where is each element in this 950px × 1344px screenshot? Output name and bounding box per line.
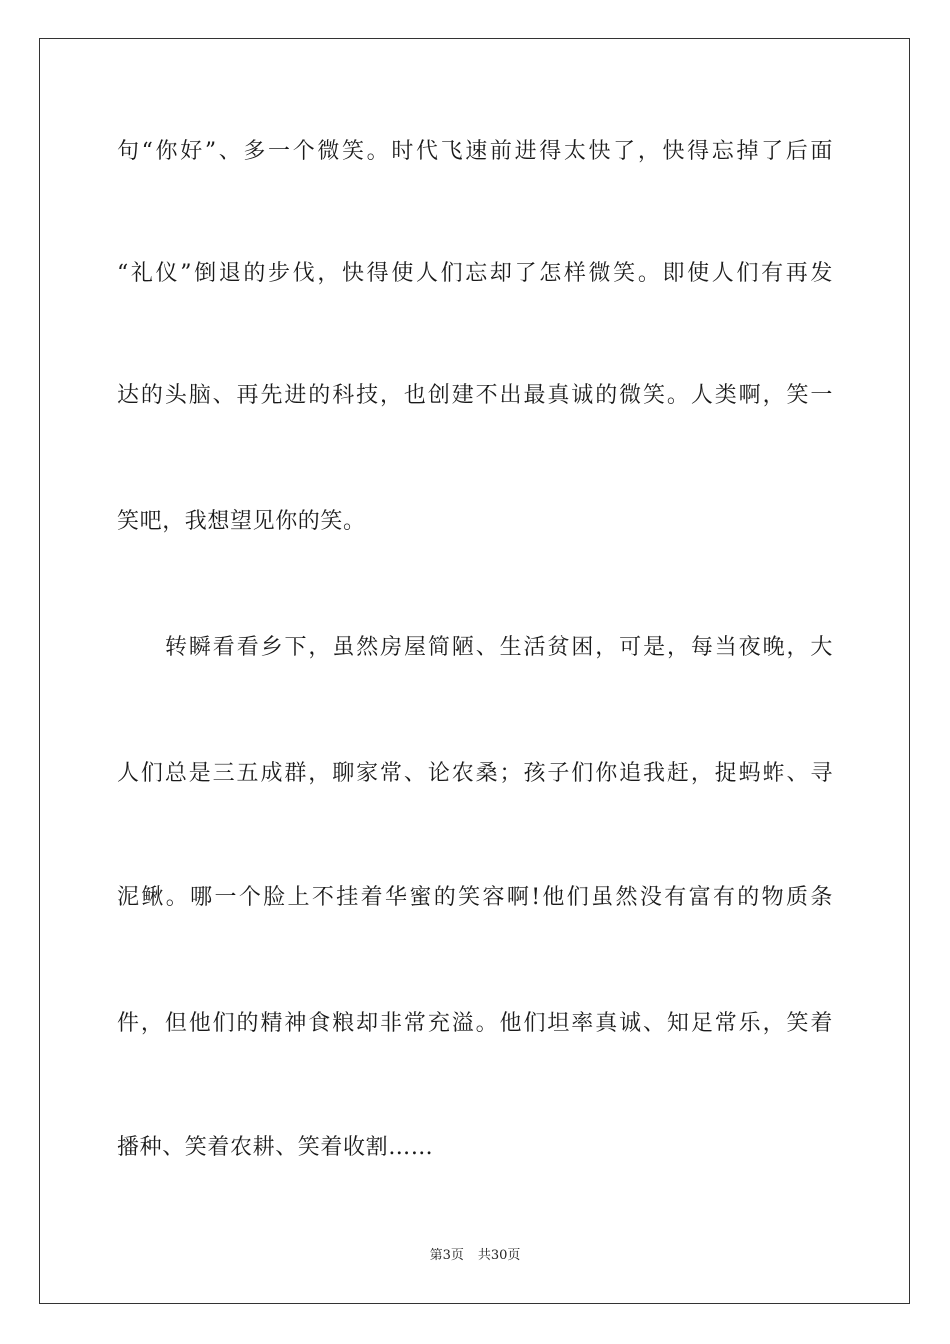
text-line: 句“你好”、多一个微笑。时代飞速前进得太快了，快得忘掉了后面 [117,139,833,164]
page-border [39,38,910,1304]
text-line: 达的头脑、再先进的科技，也创建不出最真诚的微笑。人类啊，笑一 [117,383,833,408]
page-footer [0,1247,950,1265]
text-line: 播种、笑着农耕、笑着收割…… [117,1135,434,1160]
text-line: 件，但他们的精神食粮却非常充溢。他们坦率真诚、知足常乐，笑着 [117,1011,833,1036]
text-line: 泥鳅。哪一个脸上不挂着华蜜的笑容啊!他们虽然没有富有的物质条 [117,885,833,910]
text-line: “礼仪”倒退的步伐，快得使人们忘却了怎样微笑。即使人们有再发 [117,261,833,286]
text-line: 人们总是三五成群，聊家常、论农桑；孩子们你追我赶，捉蚂蚱、寻 [117,761,833,786]
page-number: 第3页 [429,1248,464,1263]
text-line-indented: 转瞬看看乡下，虽然房屋简陋、生活贫困，可是，每当夜晚，大 [165,635,833,660]
page-total: 共30页 [477,1248,521,1263]
text-line: 笑吧，我想望见你的笑。 [117,509,366,534]
